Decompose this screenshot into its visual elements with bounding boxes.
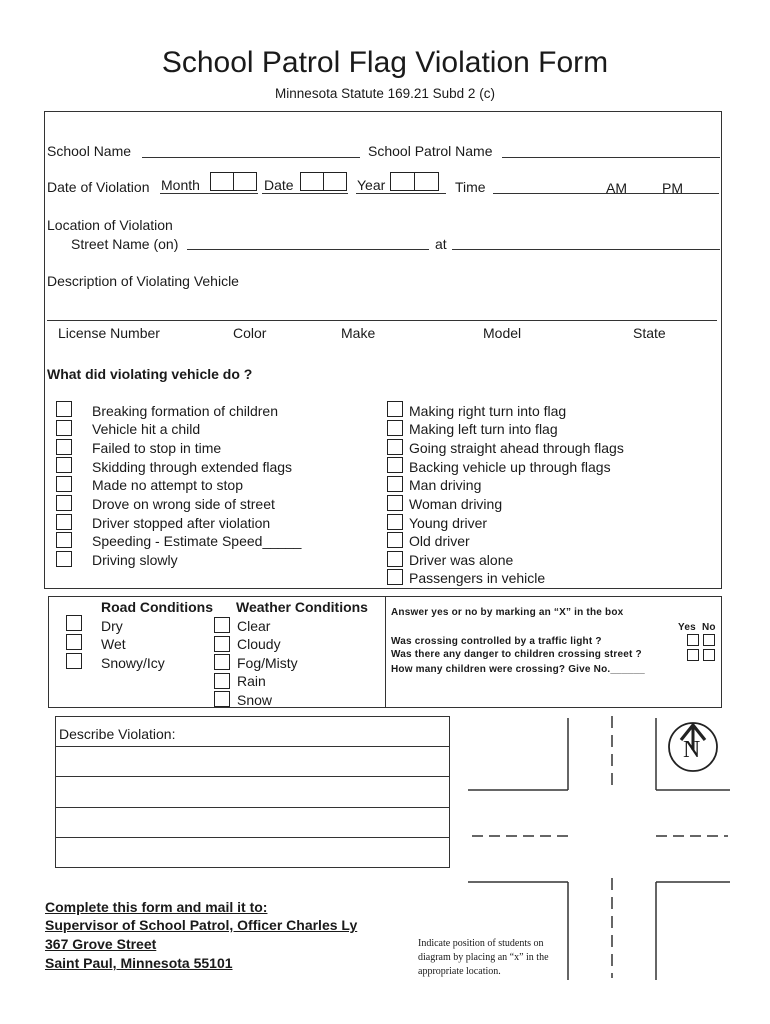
weather-checkbox[interactable]: [214, 673, 230, 689]
date-box-2[interactable]: [323, 172, 347, 191]
location-label: Location of Violation: [47, 217, 173, 233]
option-label: Driver stopped after violation: [92, 515, 271, 531]
north-label: N: [683, 737, 701, 763]
option-checkbox[interactable]: [56, 476, 72, 492]
weather-checkbox[interactable]: [214, 691, 230, 707]
traffic-light-yes-checkbox[interactable]: [687, 634, 699, 646]
vehicle-action-question: What did violating vehicle do ?: [47, 366, 253, 382]
option-checkbox[interactable]: [56, 495, 72, 511]
describe-line: [55, 837, 450, 838]
patrol-name-label: School Patrol Name: [368, 143, 493, 159]
date-label: Date: [264, 177, 294, 193]
option-label: Made no attempt to stop: [92, 477, 243, 493]
describe-violation-label: Describe Violation:: [59, 726, 176, 742]
month-label: Month: [161, 177, 200, 193]
road-conditions-heading: Road Conditions: [101, 599, 213, 615]
option-checkbox[interactable]: [387, 401, 403, 417]
road-checkbox[interactable]: [66, 615, 82, 631]
weather-checkbox[interactable]: [214, 636, 230, 652]
option-label: Breaking formation of children: [92, 403, 278, 419]
mail-instruction: Complete this form and mail it to:: [45, 899, 268, 915]
weather-option-label: Rain: [237, 673, 266, 689]
month-underline: [160, 193, 258, 194]
weather-option-label: Clear: [237, 618, 271, 634]
option-label: Making left turn into flag: [409, 421, 558, 437]
model-label: Model: [483, 325, 522, 341]
school-name-field[interactable]: [142, 157, 360, 158]
option-label: Old driver: [409, 533, 470, 549]
street-name-label: Street Name (on): [71, 236, 179, 252]
option-checkbox[interactable]: [56, 439, 72, 455]
option-checkbox[interactable]: [387, 495, 403, 511]
option-label: Driving slowly: [92, 552, 178, 568]
form-subtitle: Minnesota Statute 169.21 Subd 2 (c): [275, 86, 495, 101]
danger-no-checkbox[interactable]: [703, 649, 715, 661]
diagram-note-line3: appropriate location.: [418, 966, 501, 977]
option-label: Vehicle hit a child: [92, 421, 201, 437]
weather-conditions-heading: Weather Conditions: [236, 599, 368, 615]
option-label: Passengers in vehicle: [409, 570, 546, 586]
road-option-label: Wet: [101, 636, 126, 652]
option-label: Woman driving: [409, 496, 503, 512]
question-traffic-light: Was crossing controlled by a traffic light ?: [391, 636, 602, 647]
option-label: Backing vehicle up through flags: [409, 459, 611, 475]
describe-line: [55, 776, 450, 777]
date-box-1[interactable]: [300, 172, 324, 191]
weather-checkbox[interactable]: [214, 617, 230, 633]
option-checkbox[interactable]: [56, 514, 72, 530]
traffic-light-no-checkbox[interactable]: [703, 634, 715, 646]
mail-city: Saint Paul, Minnesota 55101: [45, 955, 233, 971]
mail-street: 367 Grove Street: [45, 936, 157, 952]
describe-line: [55, 807, 450, 808]
diagram-note-line1: Indicate position of students on: [418, 938, 544, 949]
make-label: Make: [341, 325, 376, 341]
option-checkbox[interactable]: [56, 551, 72, 567]
option-checkbox[interactable]: [387, 476, 403, 492]
option-checkbox[interactable]: [56, 420, 72, 436]
option-checkbox[interactable]: [56, 457, 72, 473]
option-checkbox[interactable]: [387, 457, 403, 473]
year-label: Year: [357, 177, 386, 193]
am-label: AM: [606, 180, 627, 196]
weather-option-label: Snow: [237, 692, 273, 708]
road-checkbox[interactable]: [66, 634, 82, 650]
option-checkbox[interactable]: [56, 401, 72, 417]
vehicle-description-label: Description of Violating Vehicle: [47, 273, 239, 289]
vehicle-description-field[interactable]: [47, 320, 717, 321]
option-checkbox[interactable]: [387, 569, 403, 585]
conditions-divider: [385, 596, 386, 708]
date-of-violation-label: Date of Violation: [47, 179, 150, 195]
answer-instruction: Answer yes or no by marking an “X” in the box: [391, 607, 624, 618]
yes-header: Yes: [678, 622, 696, 633]
danger-yes-checkbox[interactable]: [687, 649, 699, 661]
option-checkbox[interactable]: [387, 514, 403, 530]
option-label: Drove on wrong side of street: [92, 496, 275, 512]
year-box-1[interactable]: [390, 172, 415, 191]
option-label: Skidding through extended flags: [92, 459, 293, 475]
form-title: School Patrol Flag Violation Form: [161, 46, 609, 79]
at-label: at: [435, 236, 447, 252]
mail-recipient: Supervisor of School Patrol, Officer Charles Ly: [45, 917, 358, 933]
time-label: Time: [455, 179, 486, 195]
option-label: Driver was alone: [409, 552, 514, 568]
option-label: Young driver: [409, 515, 488, 531]
option-checkbox[interactable]: [56, 532, 72, 548]
describe-line: [55, 746, 450, 747]
option-label: Failed to stop in time: [92, 440, 222, 456]
weather-option-label: Cloudy: [237, 636, 281, 652]
option-label: Speeding - Estimate Speed_____: [92, 533, 302, 549]
option-checkbox[interactable]: [387, 420, 403, 436]
diagram-note-line2: diagram by placing an “x” in the: [418, 952, 549, 963]
road-option-label: Dry: [101, 618, 123, 634]
month-box-1[interactable]: [210, 172, 234, 191]
option-label: Making right turn into flag: [409, 403, 567, 419]
year-underline: [356, 193, 446, 194]
patrol-name-field[interactable]: [502, 157, 720, 158]
street-name-field[interactable]: [187, 249, 429, 250]
road-checkbox[interactable]: [66, 653, 82, 669]
option-checkbox[interactable]: [387, 532, 403, 548]
date-underline: [262, 193, 348, 194]
weather-checkbox[interactable]: [214, 654, 230, 670]
weather-option-label: Fog/Misty: [237, 655, 298, 671]
option-checkbox[interactable]: [387, 551, 403, 567]
year-box-2[interactable]: [414, 172, 439, 191]
license-label: License Number: [58, 325, 160, 341]
school-name-label: School Name: [47, 143, 132, 159]
option-label: Man driving: [409, 477, 482, 493]
color-label: Color: [233, 325, 267, 341]
state-label: State: [633, 325, 666, 341]
no-header: No: [702, 622, 716, 633]
question-danger: Was there any danger to children crossing street ?: [391, 649, 642, 660]
option-label: Going straight ahead through flags: [409, 440, 624, 456]
cross-street-field[interactable]: [452, 249, 720, 250]
month-box-2[interactable]: [233, 172, 257, 191]
road-option-label: Snowy/Icy: [101, 655, 165, 671]
option-checkbox[interactable]: [387, 439, 403, 455]
question-children-count: How many children were crossing? Give No.______: [391, 664, 645, 675]
pm-label: PM: [662, 180, 683, 196]
